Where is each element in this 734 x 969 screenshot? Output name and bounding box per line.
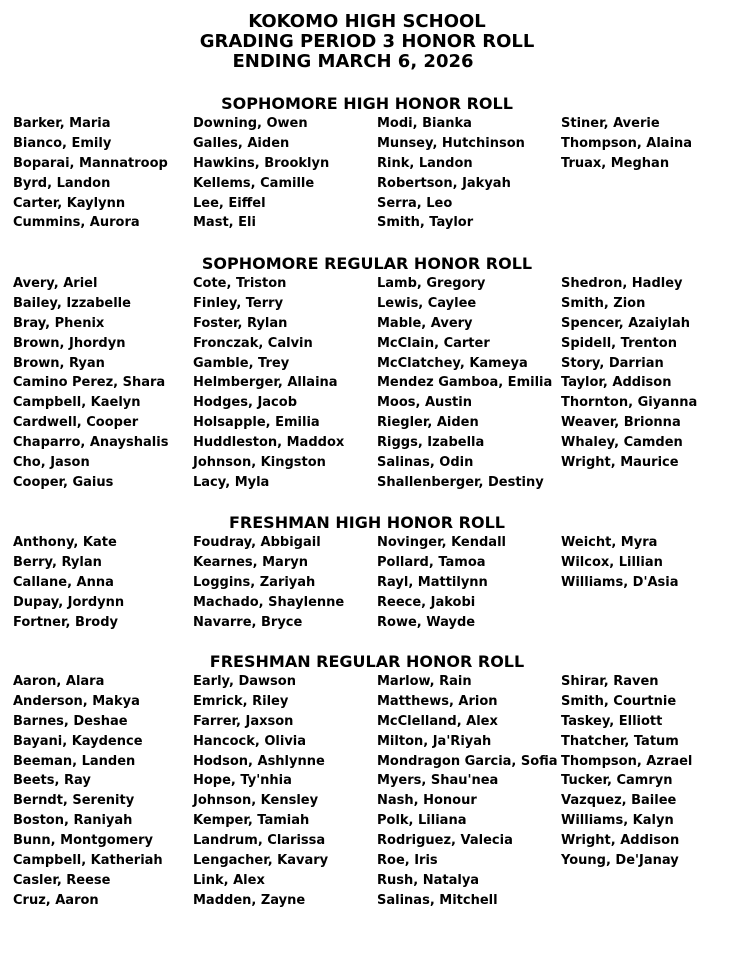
name-column-2 xyxy=(193,274,344,493)
school-name: KOKOMO HIGH SCHOOL xyxy=(248,11,486,32)
student-name: Roe, Iris xyxy=(377,853,438,869)
student-name: Wilcox, Lillian xyxy=(561,554,663,570)
student-name: Wright, Maurice xyxy=(561,455,679,471)
student-name: Riggs, Izabella xyxy=(377,435,485,451)
name-column-2 xyxy=(193,672,328,911)
student-name: Shirar, Raven xyxy=(561,674,659,689)
student-name: Mendez Gamboa, Emilia xyxy=(377,375,553,391)
student-name: Machado, Shaylenne xyxy=(193,594,345,610)
student-name: Smith, Courtnie xyxy=(561,693,677,709)
student-name: Chaparro, Anayshalis xyxy=(13,435,169,451)
student-name: Mast, Eli xyxy=(193,215,256,231)
student-name: Cooper, Gaius xyxy=(13,474,114,490)
name-column-2 xyxy=(193,114,329,233)
student-name: Loggins, Zariyah xyxy=(193,574,316,590)
name-column-3 xyxy=(377,274,552,493)
name-columns xyxy=(0,672,734,912)
name-column-4 xyxy=(561,672,692,871)
student-name: Foster, Rylan xyxy=(193,315,288,331)
student-name: Helmberger, Allaina xyxy=(193,375,338,391)
student-name: Riegler, Aiden xyxy=(377,415,479,431)
student-name: Bunn, Montgomery xyxy=(13,833,153,849)
student-name: Kearnes, Maryn xyxy=(193,554,308,570)
student-name: Wright, Addison xyxy=(561,833,680,849)
student-name: Berry, Rylan xyxy=(13,554,102,570)
student-name: Story, Darrian xyxy=(561,355,664,371)
student-name: Madden, Zayne xyxy=(193,892,306,908)
student-name: Byrd, Landon xyxy=(13,175,111,191)
student-name: Anthony, Kate xyxy=(13,535,117,550)
student-name: Shallenberger, Destiny xyxy=(377,474,544,490)
student-name: Beets, Ray xyxy=(13,773,91,789)
name-column-4 xyxy=(561,274,697,473)
student-name: Myers, Shau'nea xyxy=(377,773,499,789)
student-name: Rink, Landon xyxy=(377,155,473,171)
student-name: Hancock, Olivia xyxy=(193,733,307,749)
student-name: Whaley, Camden xyxy=(561,435,683,451)
student-name: Robertson, Jakyah xyxy=(377,175,511,191)
student-name: Milton, Ja'Riyah xyxy=(377,733,492,749)
student-name: Finley, Terry xyxy=(193,295,284,311)
name-column-1 xyxy=(13,274,168,493)
student-name: Taylor, Addison xyxy=(561,375,672,391)
student-name: Brown, Jhordyn xyxy=(13,335,126,351)
name-column-4 xyxy=(561,533,678,593)
student-name: Johnson, Kingston xyxy=(193,455,326,471)
student-name: Reece, Jakobi xyxy=(377,594,476,610)
student-name: Camino Perez, Shara xyxy=(13,375,166,391)
sophomore-regular-honor-roll-section xyxy=(0,254,734,514)
student-name: Spidell, Trenton xyxy=(561,335,677,351)
student-name: Boparai, Mannatroop xyxy=(13,155,168,171)
student-name: Foudray, Abbigail xyxy=(193,535,321,550)
student-name: Hawkins, Brooklyn xyxy=(193,155,330,171)
student-name: Lamb, Gregory xyxy=(377,276,486,291)
student-name: Cote, Triston xyxy=(193,276,287,291)
student-name: Rush, Natalya xyxy=(377,872,480,888)
student-name: Salinas, Odin xyxy=(377,455,474,471)
student-name: McClain, Carter xyxy=(377,335,490,351)
student-name: Kellems, Camille xyxy=(193,175,315,191)
student-name: Avery, Ariel xyxy=(13,276,98,291)
student-name: Lengacher, Kavary xyxy=(193,853,329,869)
student-name: Smith, Zion xyxy=(561,295,646,311)
student-name: Pollard, Tamoa xyxy=(377,554,486,570)
student-name: Fronczak, Calvin xyxy=(193,335,313,351)
student-name: Serra, Leo xyxy=(377,195,453,211)
freshman-regular-honor-roll-title: FRESHMAN REGULAR HONOR ROLL xyxy=(209,652,525,671)
student-name: Bray, Phenix xyxy=(13,315,105,331)
student-name: Mable, Avery xyxy=(377,315,473,331)
student-name: McClatchey, Kameya xyxy=(377,355,528,371)
student-name: Emrick, Riley xyxy=(193,693,289,709)
student-name: Barker, Maria xyxy=(13,116,111,131)
student-name: Munsey, Hutchinson xyxy=(377,135,525,151)
student-name: Landrum, Clarissa xyxy=(193,833,326,849)
student-name: Huddleston, Maddox xyxy=(193,435,345,451)
student-name: Bianco, Emily xyxy=(13,135,112,151)
name-columns xyxy=(0,274,734,514)
student-name: Nash, Honour xyxy=(377,793,477,809)
name-column-3 xyxy=(377,533,506,632)
student-name: McClelland, Alex xyxy=(377,713,498,729)
freshman-regular-honor-roll-section xyxy=(0,652,734,912)
document-header xyxy=(0,12,734,72)
student-name: Weicht, Myra xyxy=(561,535,658,550)
student-name: Rowe, Wayde xyxy=(377,614,476,630)
sophomore-high-honor-roll-title: SOPHOMORE HIGH HONOR ROLL xyxy=(221,94,513,113)
student-name: Carter, Kaylynn xyxy=(13,195,126,211)
student-name: Modi, Bianka xyxy=(377,116,472,131)
student-name: Casler, Reese xyxy=(13,872,111,888)
name-column-3 xyxy=(377,672,558,911)
student-name: Lewis, Caylee xyxy=(377,295,477,311)
student-name: Cardwell, Cooper xyxy=(13,415,139,431)
name-column-1 xyxy=(13,114,168,233)
student-name: Rodriguez, Valecia xyxy=(377,833,513,849)
student-name: Polk, Liliana xyxy=(377,813,467,829)
student-name: Vazquez, Bailee xyxy=(561,793,677,809)
student-name: Navarre, Bryce xyxy=(193,614,303,630)
student-name: Williams, Kalyn xyxy=(561,813,674,829)
student-name: Bayani, Kaydence xyxy=(13,733,143,749)
student-name: Tucker, Camryn xyxy=(561,773,673,789)
freshman-high-honor-roll-title: FRESHMAN HIGH HONOR ROLL xyxy=(229,513,505,532)
student-name: Rayl, Mattilynn xyxy=(377,574,488,590)
student-name: Cummins, Aurora xyxy=(13,215,140,231)
student-name: Mondragon Garcia, Sofia xyxy=(377,753,558,769)
student-name: Young, De'Janay xyxy=(561,853,679,869)
student-name: Holsapple, Emilia xyxy=(193,415,320,431)
ending-date: ENDING MARCH 6, 2026 xyxy=(232,51,474,72)
student-name: Novinger, Kendall xyxy=(377,535,506,550)
student-name: Lee, Eiffel xyxy=(193,195,266,211)
student-name: Thompson, Azrael xyxy=(561,753,693,769)
student-name: Anderson, Makya xyxy=(13,693,140,709)
student-name: Williams, D'Asia xyxy=(561,574,679,590)
student-name: Matthews, Arion xyxy=(377,693,498,709)
student-name: Gamble, Trey xyxy=(193,355,290,371)
student-name: Johnson, Kensley xyxy=(193,793,319,809)
student-name: Thornton, Giyanna xyxy=(561,395,698,411)
student-name: Weaver, Brionna xyxy=(561,415,681,431)
name-column-2 xyxy=(193,533,344,632)
student-name: Moos, Austin xyxy=(377,395,472,411)
name-column-3 xyxy=(377,114,525,233)
student-name: Boston, Raniyah xyxy=(13,813,133,829)
name-column-1 xyxy=(13,672,163,911)
student-name: Kemper, Tamiah xyxy=(193,813,310,829)
student-name: Salinas, Mitchell xyxy=(377,892,498,908)
student-name: Campbell, Katheriah xyxy=(13,853,163,869)
student-name: Lacy, Myla xyxy=(193,474,270,490)
student-name: Link, Alex xyxy=(193,872,265,888)
student-name: Brown, Ryan xyxy=(13,355,105,371)
student-name: Thatcher, Tatum xyxy=(561,733,679,749)
student-name: Cruz, Aaron xyxy=(13,892,99,908)
student-name: Barnes, Deshae xyxy=(13,713,128,729)
student-name: Campbell, Kaelyn xyxy=(13,395,141,411)
student-name: Farrer, Jaxson xyxy=(193,713,294,729)
student-name: Beeman, Landen xyxy=(13,753,136,769)
student-name: Cho, Jason xyxy=(13,455,90,471)
grading-period-title: GRADING PERIOD 3 HONOR ROLL xyxy=(199,31,535,52)
student-name: Taskey, Elliott xyxy=(561,713,663,729)
student-name: Bailey, Izzabelle xyxy=(13,295,131,311)
student-name: Hodson, Ashlynne xyxy=(193,753,325,769)
student-name: Spencer, Azaiylah xyxy=(561,315,691,331)
student-name: Callane, Anna xyxy=(13,574,114,590)
student-name: Early, Dawson xyxy=(193,674,296,689)
student-name: Dupay, Jordynn xyxy=(13,594,125,610)
student-name: Galles, Aiden xyxy=(193,135,290,151)
student-name: Hope, Ty'nhia xyxy=(193,773,292,789)
student-name: Smith, Taylor xyxy=(377,215,474,231)
sophomore-regular-honor-roll-title: SOPHOMORE REGULAR HONOR ROLL xyxy=(201,254,533,273)
student-name: Aaron, Alara xyxy=(13,674,105,689)
student-name: Stiner, Averie xyxy=(561,116,660,131)
student-name: Downing, Owen xyxy=(193,116,308,131)
student-name: Thompson, Alaina xyxy=(561,135,693,151)
student-name: Hodges, Jacob xyxy=(193,395,297,411)
student-name: Shedron, Hadley xyxy=(561,276,683,291)
student-name: Berndt, Serenity xyxy=(13,793,135,809)
name-column-4 xyxy=(561,114,692,174)
student-name: Marlow, Rain xyxy=(377,674,472,689)
student-name: Truax, Meghan xyxy=(561,155,670,171)
name-column-1 xyxy=(13,533,124,632)
student-name: Fortner, Brody xyxy=(13,614,118,630)
